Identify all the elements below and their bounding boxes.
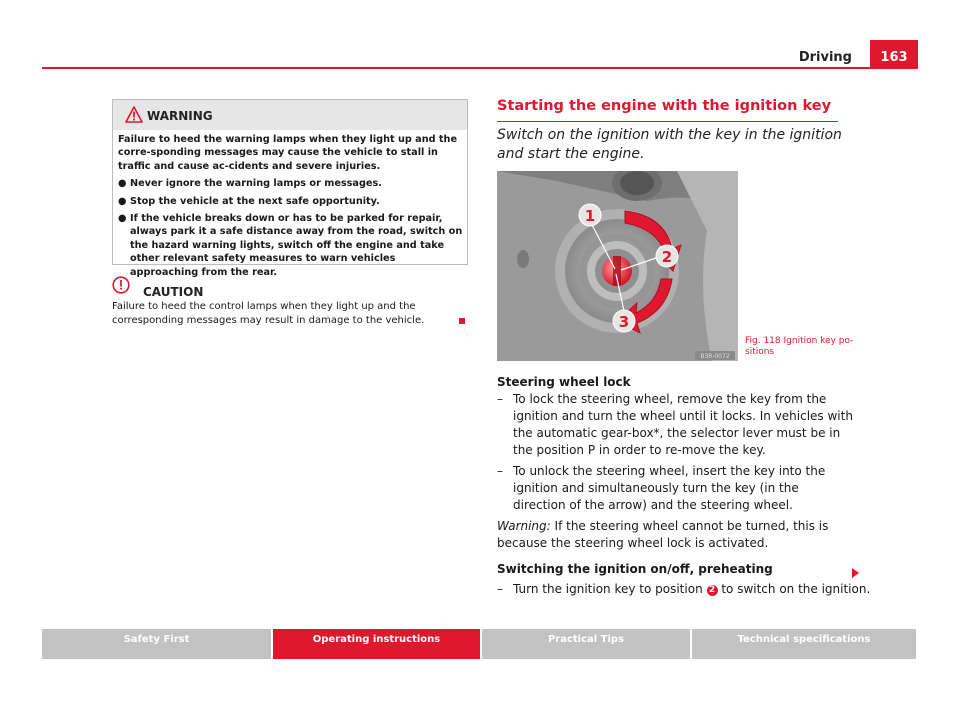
header-divider xyxy=(42,67,918,69)
running-header-title: Driving xyxy=(798,50,852,65)
section-end-marker xyxy=(459,318,465,324)
section-title: Starting the engine with the ignition key xyxy=(497,98,832,114)
caution-text: Failure to heed the control lamps when they light up and the corresponding messages may result in damage to the vehicle. xyxy=(112,301,425,326)
warning-box xyxy=(112,99,468,278)
figure-caption: Fig. 118 Ignition key po-sitions xyxy=(745,336,854,357)
list-item: – Turn the ignition key to position 2 to switch on the ignition. xyxy=(497,582,871,596)
warning-bullet: ● Never ignore the warning lamps or messages. xyxy=(118,178,382,190)
tab-practical-tips[interactable]: Practical Tips xyxy=(482,629,690,659)
steering-lock-warning: Warning: If the steering wheel cannot be turned, this is because the steering wheel lock is activated. xyxy=(497,519,829,550)
tab-safety-first[interactable]: Safety First xyxy=(42,629,271,659)
page-number: 163 xyxy=(870,40,918,68)
figure-code: B3R-0072 xyxy=(700,353,730,360)
figure-label: 3 xyxy=(618,313,630,331)
section-title-rule xyxy=(497,121,838,122)
continue-arrow-icon xyxy=(852,568,859,578)
ignition-illustration xyxy=(497,171,738,361)
tab-operating-instructions[interactable]: Operating instructions xyxy=(273,629,480,659)
figure-label: 1 xyxy=(584,207,596,225)
position-badge: 2 xyxy=(707,585,718,596)
tab-technical-specifications[interactable]: Technical specifications xyxy=(692,629,916,659)
list-item: – To unlock the steering wheel, insert the key into the ignition and simultaneously turn the key (in the direction of the arrow) and the steering wheel. xyxy=(497,464,826,512)
footer-nav xyxy=(42,629,918,659)
list-item: – To lock the steering wheel, remove the key from the ignition and turn the wheel until it locks. In vehicles with the automatic gear-box*, the selector lever must be in the position P in order to re-move the key. xyxy=(497,392,853,457)
warning-title: WARNING xyxy=(147,109,213,123)
warning-bullet: ● If the vehicle breaks down or has to be parked for repair, always park it a safe distance away from the road, switch on the hazard warning lights, switch off the engine and take other relevant safety measures to warn vehicles approaching from the rear. xyxy=(118,213,463,278)
caution-title: CAUTION xyxy=(143,285,204,299)
ignition-heading: Switching the ignition on/off, preheating xyxy=(497,562,773,576)
figure-label: 2 xyxy=(661,248,673,266)
warning-triangle-icon xyxy=(125,106,143,123)
caution-icon xyxy=(112,276,130,294)
warning-body xyxy=(118,133,464,283)
warning-bullet: ● Stop the vehicle at the next safe opportunity. xyxy=(118,195,380,207)
warning-intro: Failure to heed the warning lamps when they light up and the corre-sponding messages may cause the vehicle to stall in traffic and cause ac-cidents and severe injuries. xyxy=(118,134,458,172)
warning-header xyxy=(113,100,467,130)
ignition-key-figure xyxy=(497,171,738,361)
steering-lock-heading: Steering wheel lock xyxy=(497,375,631,389)
section-intro: Switch on the ignition with the key in the ignition and start the engine. xyxy=(497,127,842,162)
